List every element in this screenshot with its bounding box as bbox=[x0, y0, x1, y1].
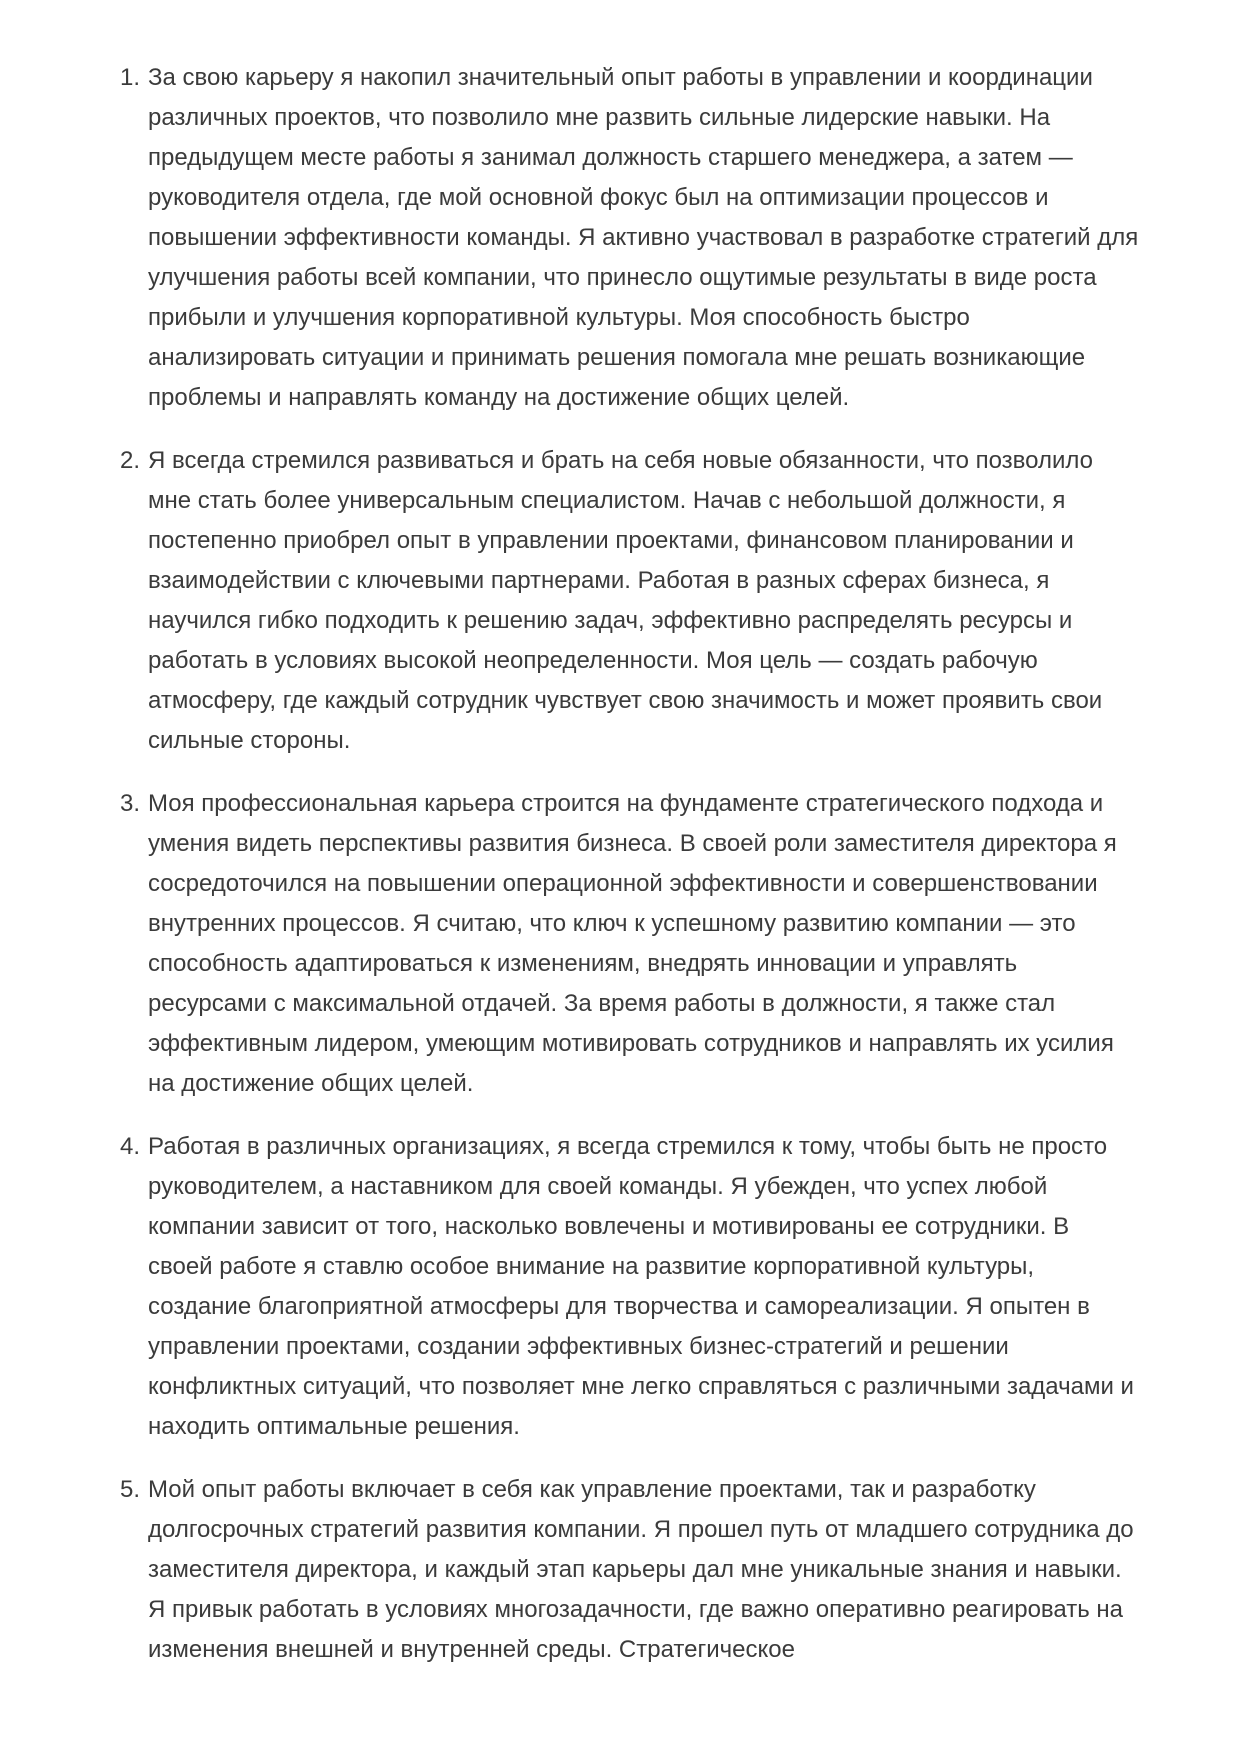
list-item-text: Моя профессиональная карьера строится на фундаменте стратегического подхода и умения видеть перспективы развития бизнеса. В своей роли заместителя директора я сосредоточился на повышении операционной эффективности и совершенствовании внутренних процессов. Я считаю, что ключ к успешному развитию компании — это способность адаптироваться к изменениям, внедрять инновации и управлять ресурсами с максимальной отдачей. За время работы в должности, я также стал эффективным лидером, умеющим мотивировать сотрудников и направлять их усилия на достижение общих целей. bbox=[148, 790, 1117, 1097]
list-item-text: Я всегда стремился развиваться и брать на себя новые обязанности, что позволило мне стать более универсальным специалистом. Начав с небольшой должности, я постепенно приобрел опыт в управлении проектами, финансовом планировании и взаимодействии с ключевыми партнерами. Работая в разных сферах бизнеса, я научился гибко подходить к решению задач, эффективно распределять ресурсы и работать в условиях высокой неопределенности. Моя цель — создать рабочую атмосферу, где каждый сотрудник чувствует свою значимость и может проявить свои сильные стороны. bbox=[148, 447, 1103, 754]
list-item-number: 5. bbox=[120, 1476, 141, 1503]
list-item bbox=[120, 1470, 1139, 1670]
list-item bbox=[120, 58, 1139, 418]
list-item bbox=[120, 784, 1139, 1104]
list-item-text: Мой опыт работы включает в себя как управление проектами, так и разработку долгосрочных стратегий развития компании. Я прошел путь от младшего сотрудника до заместителя директора, и каждый этап карьеры дал мне уникальные знания и навыки. Я привык работать в условиях многозадачности, где важно оперативно реагировать на изменения внешней и внутренней среды. Стратегическое bbox=[148, 1476, 1134, 1663]
list-item-number: 4. bbox=[120, 1133, 141, 1160]
numbered-list bbox=[120, 58, 1139, 1670]
list-item-text: За свою карьеру я накопил значительный опыт работы в управлении и координации различных проектов, что позволило мне развить сильные лидерские навыки. На предыдущем месте работы я занимал должность старшего менеджера, а затем — руководителя отдела, где мой основной фокус был на оптимизации процессов и повышении эффективности команды. Я активно участвовал в разработке стратегий для улучшения работы всей компании, что принесло ощутимые результаты в виде роста прибыли и улучшения корпоративной культуры. Моя способность быстро анализировать ситуации и принимать решения помогала мне решать возникающие проблемы и направлять команду на достижение общих целей. bbox=[148, 64, 1139, 411]
list-item bbox=[120, 441, 1139, 761]
list-item bbox=[120, 1127, 1139, 1447]
list-item-number: 3. bbox=[120, 790, 141, 817]
list-item-text: Работая в различных организациях, я всегда стремился к тому, чтобы быть не просто руководителем, а наставником для своей команды. Я убежден, что успех любой компании зависит от того, насколько вовлечены и мотивированы ее сотрудники. В своей работе я ставлю особое внимание на развитие корпоративной культуры, создание благоприятной атмосферы для творчества и самореализации. Я опытен в управлении проектами, создании эффективных бизнес-стратегий и решении конфликтных ситуаций, что позволяет мне легко справляться с различными задачами и находить оптимальные решения. bbox=[148, 1133, 1134, 1440]
list-item-number: 1. bbox=[120, 64, 141, 91]
list-item-number: 2. bbox=[120, 447, 141, 474]
